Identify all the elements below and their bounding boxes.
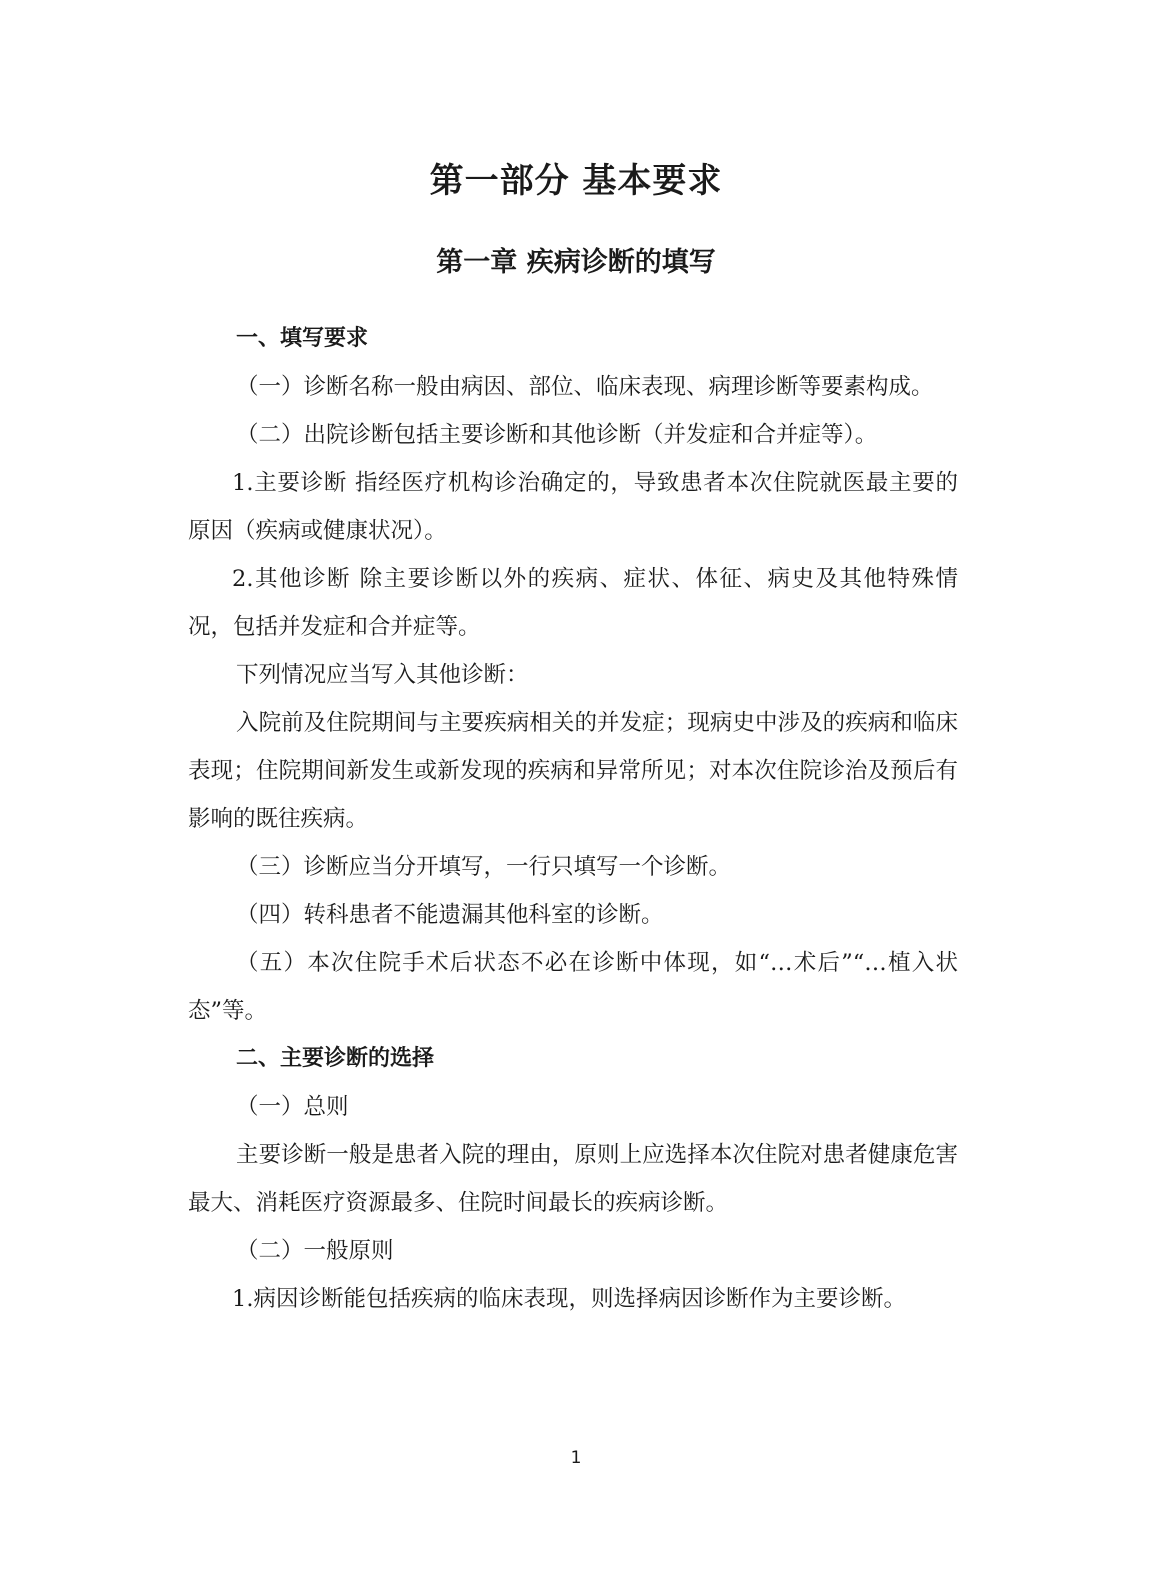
paragraph-diagnosis-name-elements: （一）诊断名称一般由病因、部位、临床表现、病理诊断等要素构成。: [236, 374, 934, 400]
primary-diagnosis-definition: 指经医疗机构诊治确定的，导致患者本次住院就医最主要的原因（疾病或健康状况）。: [188, 470, 958, 544]
document-body: [188, 315, 958, 1323]
other-diagnosis-label: 2.其他诊断: [232, 566, 351, 592]
paragraph-other-diagnosis: [188, 555, 958, 651]
paragraph-general-rule: 主要诊断一般是患者入院的理由，原则上应选择本次住院对患者健康危害最大、消耗医疗资源最多、住院时间最长的疾病诊断。: [188, 1142, 958, 1216]
paragraph-primary-diagnosis: [188, 459, 958, 555]
page-number: 1: [570, 1448, 582, 1468]
other-diagnosis-definition: 除主要诊断以外的疾病、症状、体征、病史及其他特殊情况，包括并发症和合并症等。: [188, 566, 958, 640]
paragraph-transfer-patients: （四）转科患者不能遗漏其他科室的诊断。: [236, 902, 664, 928]
chapter-title: 第一章 疾病诊断的填写: [436, 247, 716, 278]
section-heading-primary-selection: 二、主要诊断的选择: [236, 1046, 435, 1071]
part-title: 第一部分 基本要求: [429, 161, 723, 201]
paragraph-other-diagnosis-intro: 下列情况应当写入其他诊断：: [236, 662, 529, 688]
paragraph-separate-lines: （三）诊断应当分开填写，一行只填写一个诊断。: [236, 854, 732, 880]
paragraph-general-rule-heading: （一）总则: [236, 1094, 349, 1120]
paragraph-postoperative-status: （五）本次住院手术后状态不必在诊断中体现，如“…术后”“…植入状态”等。: [188, 950, 958, 1024]
paragraph-other-diagnosis-cases: 入院前及住院期间与主要疾病相关的并发症；现病史中涉及的疾病和临床表现；住院期间新发生或新发现的疾病和异常所见；对本次住院诊治及预后有影响的既往疾病。: [188, 710, 958, 832]
paragraph-etiology-principle: 1.病因诊断能包括疾病的临床表现，则选择病因诊断作为主要诊断。: [232, 1286, 906, 1312]
section-heading-requirements: 一、填写要求: [236, 326, 369, 351]
paragraph-general-principles-heading: （二）一般原则: [236, 1238, 394, 1264]
paragraph-discharge-diagnosis: （二）出院诊断包括主要诊断和其他诊断（并发症和合并症等）。: [236, 422, 878, 448]
primary-diagnosis-label: 1.主要诊断: [232, 470, 348, 496]
